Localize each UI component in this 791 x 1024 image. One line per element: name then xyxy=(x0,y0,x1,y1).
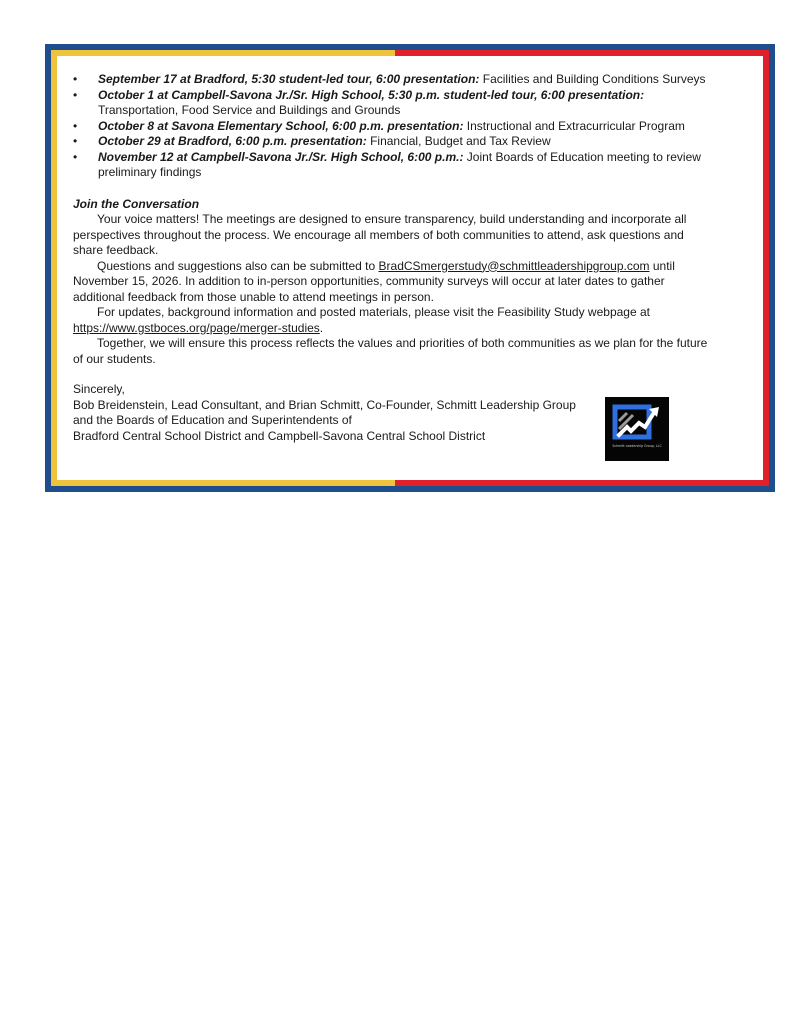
text: For updates, background information and posted materials, please visit the Feasibility Study webpage at xyxy=(97,305,650,319)
event-topic: Transportation, Food Service and Buildings and Grounds xyxy=(98,103,401,117)
list-item xyxy=(73,119,713,135)
webpage-link[interactable]: https://www.gstboces.org/page/merger-studies xyxy=(73,320,320,335)
border-bottom-left-gold xyxy=(51,480,395,486)
logo-caption: Schmitt Leadership Group, LLC xyxy=(612,444,662,448)
border-bottom-left-navy xyxy=(45,486,395,492)
list-item xyxy=(73,150,713,181)
letter-body xyxy=(73,72,713,444)
event-date-lead: October 29 at Bradford, 6:00 p.m. presentation: xyxy=(98,134,367,148)
border-right-navy xyxy=(769,44,775,492)
text: Questions and suggestions also can be submitted to xyxy=(97,258,376,273)
bullet: • xyxy=(73,87,78,102)
bullet: • xyxy=(73,134,78,148)
paragraph-together: Together, we will ensure this process reflects the values and priorities of both communities as we plan for the future of our students. xyxy=(73,336,708,366)
signature-line: Bob Breidenstein, Lead Consultant, and Brian Schmitt, Co-Founder, Schmitt Leadership Group xyxy=(73,397,576,412)
border-top-left-gold xyxy=(51,50,395,56)
chart-arrow-icon xyxy=(605,397,669,461)
event-topic: Financial, Budget and Tax Review xyxy=(370,134,551,148)
event-date-lead: October 1 at Campbell-Savona Jr./Sr. High School, 5:30 p.m. student-led tour, 6:00 presentation: xyxy=(98,87,645,102)
event-topic: Joint Boards of Education meeting to review preliminary findings xyxy=(98,149,701,179)
event-topic: Facilities and Building Conditions Surveys xyxy=(482,72,706,86)
border-top-right-red xyxy=(395,50,769,56)
event-date-lead: September 17 at Bradford, 5:30 student-led tour, 6:00 presentation: xyxy=(98,72,480,86)
list-item xyxy=(73,72,713,88)
bullet: • xyxy=(73,72,78,86)
border-bottom-right-navy xyxy=(395,486,775,492)
border-left-gold xyxy=(51,50,57,486)
list-item xyxy=(73,88,713,119)
schmitt-leadership-logo xyxy=(605,397,669,461)
event-date-lead: November 12 at Campbell-Savona Jr./Sr. High School, 6:00 p.m.: xyxy=(98,149,464,164)
paragraph-questions xyxy=(73,259,713,306)
text: until November 15, 2026. In addition to in-person opportunities, community surveys will occur at later dates to gather additional feedback from those unable to attend meetings in person. xyxy=(73,258,675,304)
bullet: • xyxy=(73,118,78,133)
bullet: • xyxy=(73,149,78,164)
text: . xyxy=(319,320,324,335)
signature-line: and the Boards of Education and Superintendents of xyxy=(73,413,352,427)
signature-line: Bradford Central School District and Campbell-Savona Central School District xyxy=(73,428,486,443)
border-bottom-right-red xyxy=(395,480,769,486)
event-date-lead: October 8 at Savona Elementary School, 6:00 p.m. presentation: xyxy=(98,118,464,133)
paragraph-updates xyxy=(73,305,713,336)
section-heading: Join the Conversation xyxy=(73,196,200,211)
meeting-schedule-list xyxy=(73,72,713,181)
list-item xyxy=(73,134,713,150)
paragraph-voice-matters: Your voice matters! The meetings are designed to ensure transparency, build understanding and incorporate all perspectives throughout the process. We encourage all members of both communities to attend, ask questions and share feedback. xyxy=(73,212,687,257)
closing: Sincerely, xyxy=(73,382,125,396)
event-topic: Instructional and Extracurricular Program xyxy=(466,118,685,133)
border-right-red xyxy=(763,50,769,486)
email-link[interactable]: BradCSmergerstudy@schmittleadershipgroup.com xyxy=(378,258,650,273)
